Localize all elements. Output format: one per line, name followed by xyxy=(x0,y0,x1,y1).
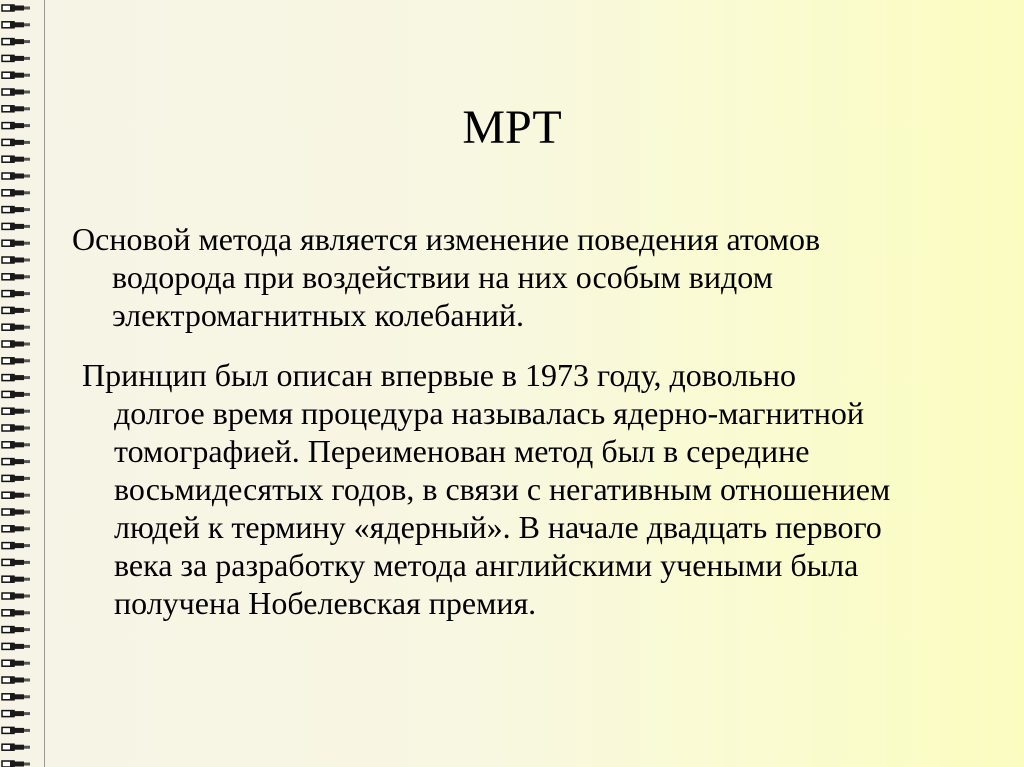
paragraph-line: водорода при воздействии на них особым видом xyxy=(112,259,773,295)
paragraph-line: Основой метода является изменение поведения атомов xyxy=(72,221,821,257)
paragraph-line: долгое время процедура называлась ядерно-магнитной xyxy=(114,395,864,431)
paragraph-method-basis xyxy=(72,220,820,334)
paragraph-line: томографией. Переименован метод был в середине xyxy=(114,433,810,469)
paragraph-line: Принцип был описан впервые в 1973 году, довольно xyxy=(74,357,796,393)
slide-title: МРТ xyxy=(462,101,562,154)
paragraph-line: электромагнитных колебаний. xyxy=(112,297,524,333)
paragraph-line: века за разработку метода английскими учеными была xyxy=(114,547,859,583)
paragraph-line: людей к термину «ядерный». В начале двадцать первого xyxy=(114,509,882,545)
paragraph-line: восьмидесятых годов, в связи с негативным отношением xyxy=(114,471,891,507)
paragraph-history xyxy=(74,356,890,622)
paragraph-line: получена Нобелевская премия. xyxy=(114,585,537,621)
